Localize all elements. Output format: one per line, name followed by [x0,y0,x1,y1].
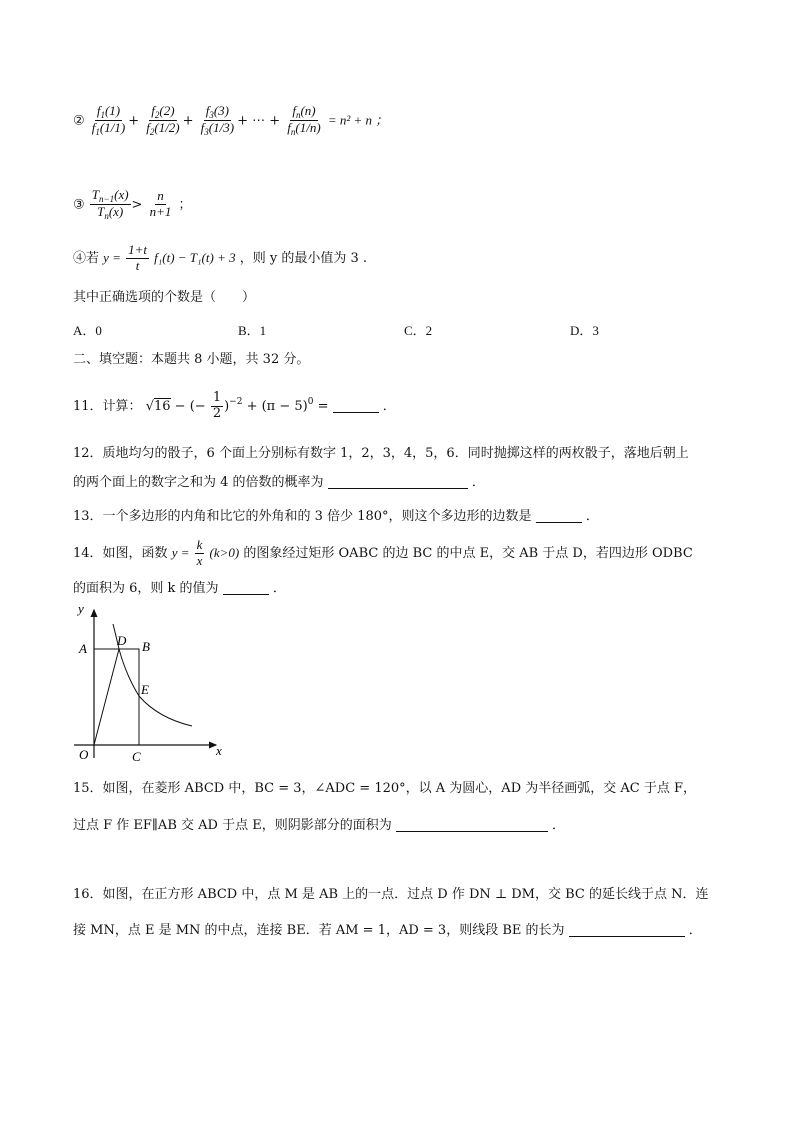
question-12-line1: 12．质地均匀的骰子，6 个面上分别标有数字 1，2，3，4，5，6．同时抛掷这样的两枚骰子，落地后朝上 [73,446,689,461]
question-14-text: 的图象经过矩形 OABC 的边 BC 的中点 E，交 AB 于点 D，若四边形 ODBC [243,545,693,561]
statement-4-expr-head: y = [103,249,121,265]
answer-blank-11[interactable] [333,400,379,413]
fraction-half: $\frac{1}{2}$ [212,390,222,421]
statement-3: ③ $\frac{T_{n-1}(x)}{T_n(x)}$ > $\frac{n}{n+1}$ ； [73,187,192,222]
label-x: x [216,743,222,758]
label-b: B [142,639,150,654]
choice-b[interactable]: B．1 [238,323,267,338]
question-11: 11．计算： √16 − (− $\frac{1}{2}$ )$^{-2} + (\pi - 5)^0$ = ． [73,390,396,421]
answer-blank-12[interactable] [328,476,468,489]
question-11-lead: 11．计算： [73,398,142,414]
question-15-line2 [73,818,565,834]
question-14-tail: ． [272,581,286,596]
label-d: D [117,633,127,648]
question-12-text: 的两个面上的数字之和为 4 的倍数的概率为 [73,475,324,490]
statement-4 [73,243,367,274]
label-c: C [132,749,141,764]
question-16-tail: ． [688,923,702,938]
section-title: 二、填空题：本题共 8 小题，共 32 分。 [73,352,310,367]
answer-blank-16[interactable] [569,924,685,937]
question-14-line1: 14．如图，函数 y = $\frac{k}{x}$ (k>0) 的图象经过矩形 OABC 的边 BC 的中点 E，交 AB 于点 D，若四边形 ODBC [73,537,693,568]
answer-blank-13[interactable] [536,510,582,523]
statement-3-tail: ； [178,197,192,213]
figure-q14 [68,600,233,765]
question-15-text: 过点 F 作 EF∥AB 交 AD 于点 E，则阴影部分的面积为 [73,818,392,833]
question-15-line1: 15．如图，在菱形 ABCD 中，BC = 3，∠ADC = 120°，以 A 为圆心，AD 为半径画弧，交 AC 于点 F， [73,781,696,796]
statement-2: ② $\frac{f_1(1)}{f_1(1/1)}$ + $\frac{f_2(2)}{f_2(1/2)}$ + $\frac{f_3(3)}{f_3(1/3)}$ + ⋯ + $\frac{f_n(n)}{f_n(1/n)}$ = n² + n ； [73,103,389,138]
fraction-1-plus-t: $\frac{1+t}{t}$ [128,242,147,273]
statement-4-text: ，则 y 的最小值为 3 . [239,250,368,266]
fraction-t-ratio: $\frac{T_{n-1}(x)}{T_n(x)}$ [91,187,129,222]
fraction-1: $\frac{f_1(1)}{f_1(1/1)}$ [91,103,126,138]
label-o: O [79,747,89,762]
fraction-n-ratio: $\frac{n}{n+1}$ [149,188,172,220]
question-15-tail: ． [552,818,566,833]
choice-d[interactable]: D．3 [570,323,599,338]
statement-2-rhs: = n² + n ； [327,112,389,128]
label-y: y [78,601,84,616]
choice-a[interactable]: A．0 [73,323,102,338]
fraction-n: $\frac{f_n(n)}{f_n(1/n)}$ [287,103,321,138]
question-12-tail: ． [471,475,485,490]
fraction-3: $\frac{f_3(3)}{f_3(1/3)}$ [200,103,235,138]
question-16-line1: 16．如图，在正方形 ABCD 中，点 M 是 AB 上的一点．过点 D 作 DN ⊥ DM，交 BC 的延长线于点 N．连 [73,887,709,902]
answer-blank-15[interactable] [396,819,548,832]
statement-4-expr-tail: f₁(t) − T₁(t) + 3 [154,249,236,265]
answer-blank-14[interactable] [223,582,269,595]
statement-2-label: ② [73,113,85,129]
question-16-text: 接 MN，点 E 是 MN 的中点，连接 BE．若 AM = 1，AD = 3，则线段 BE 的长为 [73,923,565,938]
question-14-cond: (k>0) [209,544,240,560]
fraction-k-over-x: $\frac{k}{x}$ [196,537,203,568]
choice-c[interactable]: C．2 [404,323,433,338]
label-a: A [79,641,87,656]
statement-4-label: ④若 [73,250,100,266]
question-stem: 其中正确选项的个数是（ ） [73,290,256,305]
question-11-tail: ． [382,398,396,414]
question-14-line2 [73,581,286,597]
question-13-tail: ． [585,509,599,524]
fraction-2: $\frac{f_2(2)}{f_2(1/2)}$ [146,103,180,138]
segment-od [94,649,119,745]
label-e: E [141,682,149,697]
statement-3-label: ③ [73,197,85,213]
question-16-line2 [73,923,702,939]
question-14-text2: 的面积为 6，则 k 的值为 [73,581,219,596]
question-12-line2 [73,475,485,491]
question-13 [73,509,599,525]
question-13-text: 13．一个多边形的内角和比它的外角和的 3 倍少 180°，则这个多边形的边数是 [73,509,532,524]
rectangle-oabc [94,649,139,745]
question-14-lead: 14．如图，函数 [73,545,168,561]
